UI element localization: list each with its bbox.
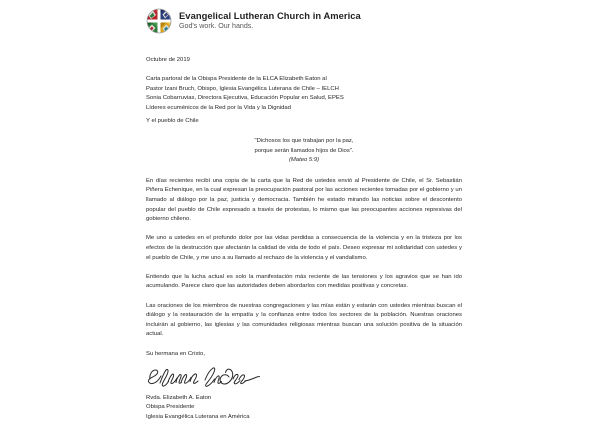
organization-tagline: God's work. Our hands. xyxy=(179,22,254,31)
signer-name: Rvda. Elizabeth A. Eaton xyxy=(146,394,212,401)
letter-body xyxy=(146,56,462,422)
signer-title: Obispa Presidente xyxy=(146,404,195,411)
letter-paragraph: Entiendo que la lucha actual es solo la manifestación más reciente de las tensiones y los agravios que se han ido acumulando. Parece claro que las autoridades deben abordarlos con medidas positivas y concretas. xyxy=(146,273,462,290)
brand-text xyxy=(179,11,361,31)
letter-paragraph: En días recientes recibí una copia de la carta que la Red de ustedes envió al Presidente de Chile, el Sr. Sebastián Piñera Echenique, en la cual expresan la preocupación pastoral por las acciones recientes tomadas por el gobierno y un llamado al diálogo por la paz, justicia y democracia. También he estado mirando las noticias sobre el descontento popular del pueblo de Chile expresado a través de protestas, lo mismo que las preocupantes acciones represivas del gobierno chileno. xyxy=(146,177,462,223)
handwritten-signature-icon xyxy=(146,364,462,390)
recipient-line: Líderes ecuménicos de la Red por la Vida y la Dignidad xyxy=(146,104,291,111)
letter-date: Octubre de 2019 xyxy=(146,57,190,63)
scripture-line-2: porque serán llamados hijos de Dios". xyxy=(254,147,354,154)
letterhead xyxy=(146,8,361,34)
scripture-quote xyxy=(146,137,462,166)
letter-closing: Su hermana en Cristo, xyxy=(146,351,205,358)
recipient-line: Carta partoral de la Obispa Presidente de la ELCA Elizabeth Eaton al xyxy=(146,76,327,83)
scripture-line-1: "Dichosos los que trabajan por la paz, xyxy=(254,138,354,145)
elca-cross-logo-icon xyxy=(146,8,172,34)
recipient-line: Pastor Izani Bruch, Obispo, Iglesia Evangélica Luterana de Chile – IELCH xyxy=(146,85,339,92)
letter-paragraph: Me uno a ustedes en el profundo dolor por las vidas perdidas a consecuencia de la violencia y en la tristeza por los efectos de la destrucción que afectarán la calidad de vida de todo el país. Deseo expresar mi solidaridad con ustedes y el pueblo de Chile, y me uno a su llamado al rechazo de la violencia y el vandalismo. xyxy=(146,235,462,261)
recipient-line: Y el pueblo de Chile xyxy=(146,117,199,124)
recipient-list xyxy=(146,75,462,126)
recipient-line: Sonia Cobarruvias, Directora Ejecutiva, Educación Popular en Salud, EPES xyxy=(146,95,344,102)
scripture-citation: (Mateo 5:9) xyxy=(288,157,320,164)
signature-block xyxy=(146,394,462,422)
signer-organization: Iglesia Evangélica Luterana en América xyxy=(146,413,250,420)
letter-paragraph: Las oraciones de los miembros de nuestras congregaciones y las mías están y estarán con ustedes mientras buscan el diálogo y la restauración de la empatía y la confianza entre todos los sectores de la población. Nuestras oraciones incluirán al gobierno, las iglesias y las comunidades religiosas mientras buscan una solución positiva de la situación actual. xyxy=(146,302,462,338)
organization-name: Evangelical Lutheran Church in America xyxy=(179,10,361,22)
